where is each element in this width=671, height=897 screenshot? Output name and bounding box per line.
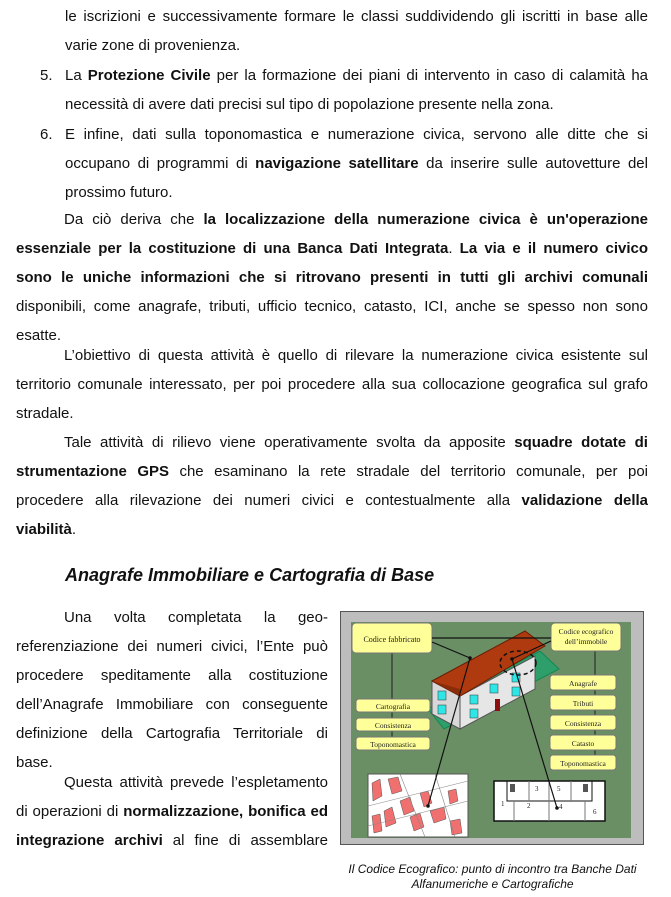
text-line xyxy=(65,61,648,90)
text-line: E infine, dati sulla toponomastica e numerazione civica, servono alle ditte che si xyxy=(65,126,648,143)
text-line xyxy=(16,234,648,263)
text-span: da inserire sulle autovetture del xyxy=(418,155,648,172)
unit-4: 4 xyxy=(559,803,563,811)
box-toponomastica-right: Toponomastica xyxy=(560,759,606,768)
text-span: . xyxy=(71,521,77,538)
list-item-5 xyxy=(65,61,648,119)
text-line: procedere speditamente alla costituzione xyxy=(16,667,328,684)
text-line xyxy=(16,205,648,234)
text-line: necessità di avere dati precisi sul tipo di popolazione presente nella zona. xyxy=(65,96,554,113)
list-continuation xyxy=(65,2,648,60)
list-number: 5. xyxy=(40,67,53,84)
text-line: esatte. xyxy=(16,327,62,344)
section-heading: Anagrafe Immobiliare e Cartografia di Base xyxy=(65,565,435,585)
bold-term: essenziale per la costituzione di una Banca Dati Integrata xyxy=(16,240,449,257)
bold-term: normalizzazione, bonifica ed xyxy=(123,803,328,820)
paragraph-obiettivo xyxy=(16,341,648,428)
text-line: definizione della Cartografia Territoriale di xyxy=(16,725,328,742)
text-line: prossimo futuro. xyxy=(65,184,173,201)
text-line xyxy=(65,149,648,178)
text-span: occupano di programmi di xyxy=(65,155,256,172)
bold-term: strumentazione GPS xyxy=(16,463,169,480)
bold-term: sono le uniche informazioni che si ritrovano presenti in tutti gli archivi comunali xyxy=(16,269,648,286)
box-consistenza: Consistenza xyxy=(374,721,412,730)
text-span: Da ciò deriva che xyxy=(64,211,204,228)
box-cartografia: Cartografia xyxy=(375,702,411,711)
text-line xyxy=(16,826,328,855)
box-codice-ecografico-l2: dell’immobile xyxy=(564,637,608,646)
text-line: territorio comunale interessato, per poi procedere alla sua collocazione geografica sul grafo xyxy=(16,376,648,393)
paragraph-localizzazione xyxy=(16,205,648,350)
text-line: disponibili, come anagrafe, tributi, ufficio tecnico, catasto, ICI, anche se spesso non sono xyxy=(16,298,648,315)
text-span: che esaminano la rete stradale del territorio comunale, per poi xyxy=(169,463,648,480)
unit-2: 2 xyxy=(527,802,531,810)
text-line: varie zone di provenienza. xyxy=(65,37,241,54)
text-span: al fine di assemblare xyxy=(162,832,328,849)
text-line xyxy=(16,797,328,826)
bold-term: viabilità xyxy=(16,521,72,538)
bold-term: Protezione Civile xyxy=(87,67,211,84)
text-line xyxy=(16,486,648,515)
text-line xyxy=(16,515,648,544)
text-span: La xyxy=(65,67,88,84)
text-line xyxy=(16,457,648,486)
text-line: L’obiettivo di questa attività è quello di rilevare la numerazione civica esistente sul xyxy=(64,347,648,364)
list-item-6 xyxy=(65,120,648,207)
bold-term: squadre dotate di xyxy=(514,434,648,451)
bold-term: la localizzazione della numerazione civica è un'operazione xyxy=(203,211,648,228)
unit-6: 6 xyxy=(593,808,597,816)
unit-3: 3 xyxy=(535,785,539,793)
list-number: 6. xyxy=(40,126,53,143)
text-line xyxy=(16,428,648,457)
text-span: procedere alla rilevazione dei numeri civici e contestualmente alla xyxy=(16,492,522,509)
box-catasto: Catasto xyxy=(571,739,595,748)
text-line xyxy=(16,263,648,292)
box-consistenza-right: Consistenza xyxy=(564,719,602,728)
text-line: referenziazione dei numeri civici, l’Ente può xyxy=(16,638,328,655)
box-anagrafe: Anagrafe xyxy=(569,679,597,688)
caption-line: Il Codice Ecografico: punto di incontro tra Banche Dati xyxy=(348,862,637,876)
text-span: per la formazione dei piani di intervento in caso di calamità ha xyxy=(210,67,648,84)
text-line: Questa attività prevede l’espletamento xyxy=(64,774,328,791)
box-codice-ecografico-l1: Codice ecografico xyxy=(558,627,614,636)
box-codice-fabbricato: Codice fabbricato xyxy=(363,635,421,644)
codice-ecografico-diagram xyxy=(340,611,644,845)
text-line: base. xyxy=(16,754,53,771)
box-toponomastica: Toponomastica xyxy=(370,740,416,749)
bold-term: integrazione archivi xyxy=(16,832,163,849)
text-span: . xyxy=(448,240,460,257)
text-line: stradale. xyxy=(16,405,74,422)
text-line: Una volta completata la geo- xyxy=(64,609,328,626)
box-tributi: Tributi xyxy=(572,699,594,708)
figure-caption xyxy=(340,862,645,892)
paragraph-normalizzazione xyxy=(16,768,328,855)
paragraph-geo-referenziazione xyxy=(16,603,328,777)
bold-term: navigazione satellitare xyxy=(255,155,419,172)
text-line: le iscrizioni e successivamente formare le classi suddividendo gli iscritti in base alle xyxy=(65,8,648,25)
text-span: di operazioni di xyxy=(16,803,124,820)
caption-line: Alfanumeriche e Cartografiche xyxy=(411,877,574,891)
text-line: dell’Anagrafe Immobiliare con conseguente xyxy=(16,696,328,713)
unit-1: 1 xyxy=(501,800,505,808)
bold-term: validazione della xyxy=(521,492,648,509)
paragraph-rilievo xyxy=(16,428,648,544)
unit-5: 5 xyxy=(557,785,561,793)
text-span: Tale attività di rilievo viene operativamente svolta da apposite xyxy=(64,434,515,451)
bold-term: La via e il numero civico xyxy=(459,240,648,257)
